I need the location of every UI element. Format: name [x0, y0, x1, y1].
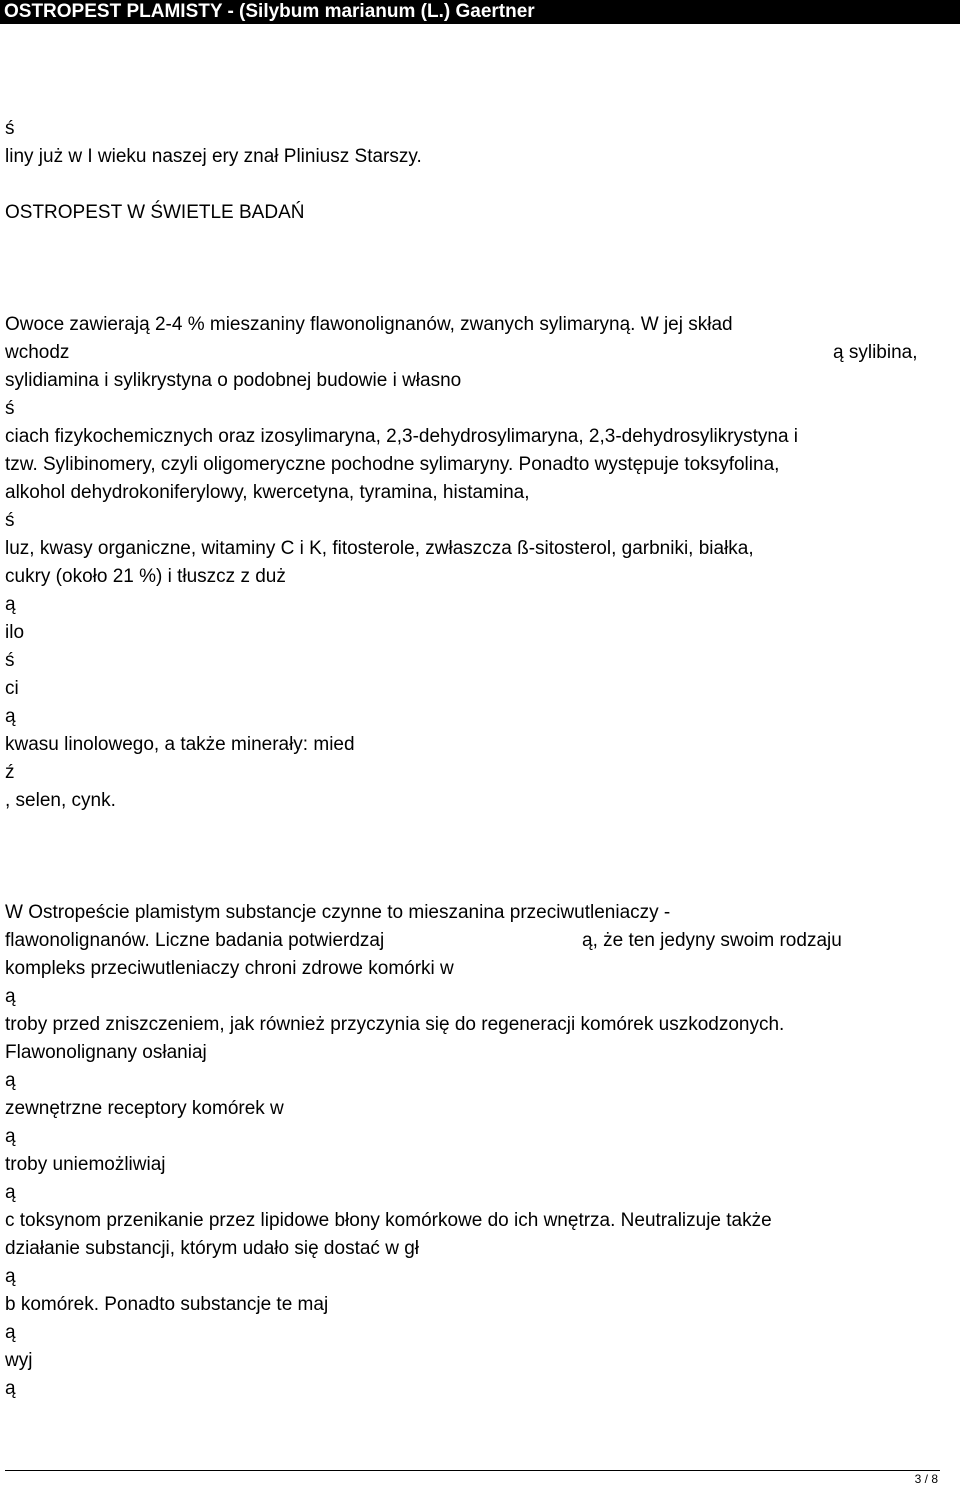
text-line: ą: [5, 1378, 16, 1399]
text-line: troby uniemożliwiaj: [5, 1154, 166, 1175]
text-line: ą sylibina,: [833, 342, 918, 363]
text-line: wchodz: [5, 342, 70, 363]
text-line: troby przed zniszczeniem, jak również przyczynia się do regeneracji komórek uszkodzonych.: [5, 1014, 785, 1035]
text-line: ą, że ten jedyny swoim rodzaju: [582, 930, 842, 951]
text-line: ciach fizykochemicznych oraz izosylimaryna, 2,3-dehydrosylimaryna, 2,3-dehydrosylikrystyna i: [5, 426, 799, 447]
document-title: OSTROPEST PLAMISTY - (Silybum marianum (L.) Gaertner: [4, 1, 535, 22]
text-line: kwasu linolowego, a także minerały: mied: [5, 734, 355, 755]
text-line: ś: [5, 398, 15, 419]
header-bar: [0, 0, 960, 24]
text-line: alkohol dehydrokoniferylowy, kwercetyna, tyramina, histamina,: [5, 482, 530, 503]
text-line: ą: [5, 594, 16, 615]
text-line: tzw. Sylibinomery, czyli oligomeryczne pochodne sylimaryny. Ponadto występuje toksyfolina,: [5, 454, 780, 475]
text-line: luz, kwasy organiczne, witaminy C i K, fitosterole, zwłaszcza ß-sitosterol, garbniki, białka,: [5, 538, 754, 559]
text-line: ś: [5, 510, 15, 531]
text-line: c toksynom przenikanie przez lipidowe błony komórkowe do ich wnętrza. Neutralizuje także: [5, 1210, 772, 1231]
text-line: , selen, cynk.: [5, 790, 116, 811]
text-line: flawonolignanów. Liczne badania potwierdzaj: [5, 930, 385, 951]
text-line: ą: [5, 1126, 16, 1147]
text-line: b komórek. Ponadto substancje te maj: [5, 1294, 329, 1315]
page-number: 3 / 8: [914, 1472, 938, 1486]
text-line: kompleks przeciwutleniaczy chroni zdrowe komórki w: [5, 958, 454, 979]
text-line: W Ostropeście plamistym substancje czynne to mieszanina przeciwutleniaczy -: [5, 902, 671, 923]
text-line: ś: [5, 650, 15, 671]
text-line: działanie substancji, którym udało się dostać w gł: [5, 1238, 419, 1259]
text-line: ź: [5, 762, 15, 783]
text-line: ą: [5, 986, 16, 1007]
text-line: zewnętrzne receptory komórek w: [5, 1098, 284, 1119]
text-line: wyj: [5, 1350, 33, 1371]
text-line: ą: [5, 1266, 16, 1287]
text-line: ś: [5, 118, 15, 139]
text-line: ą: [5, 1182, 16, 1203]
section-heading: OSTROPEST W ŚWIETLE BADAŃ: [5, 202, 305, 223]
text-line: cukry (około 21 %) i tłuszcz z duż: [5, 566, 286, 587]
text-line: sylidiamina i sylikrystyna o podobnej budowie i własno: [5, 370, 462, 391]
text-line: Owoce zawierają 2-4 % mieszaniny flawonolignanów, zwanych sylimaryną. W jej skład: [5, 314, 733, 335]
text-line: ilo: [5, 622, 25, 643]
text-line: ci: [5, 678, 19, 699]
text-line: ą: [5, 1322, 16, 1343]
footer-divider: [5, 1470, 940, 1471]
text-line: ą: [5, 1070, 16, 1091]
text-line: ą: [5, 706, 16, 727]
text-line: liny już w I wieku naszej ery znał Pliniusz Starszy.: [5, 146, 422, 167]
text-line: Flawonolignany osłaniaj: [5, 1042, 207, 1063]
